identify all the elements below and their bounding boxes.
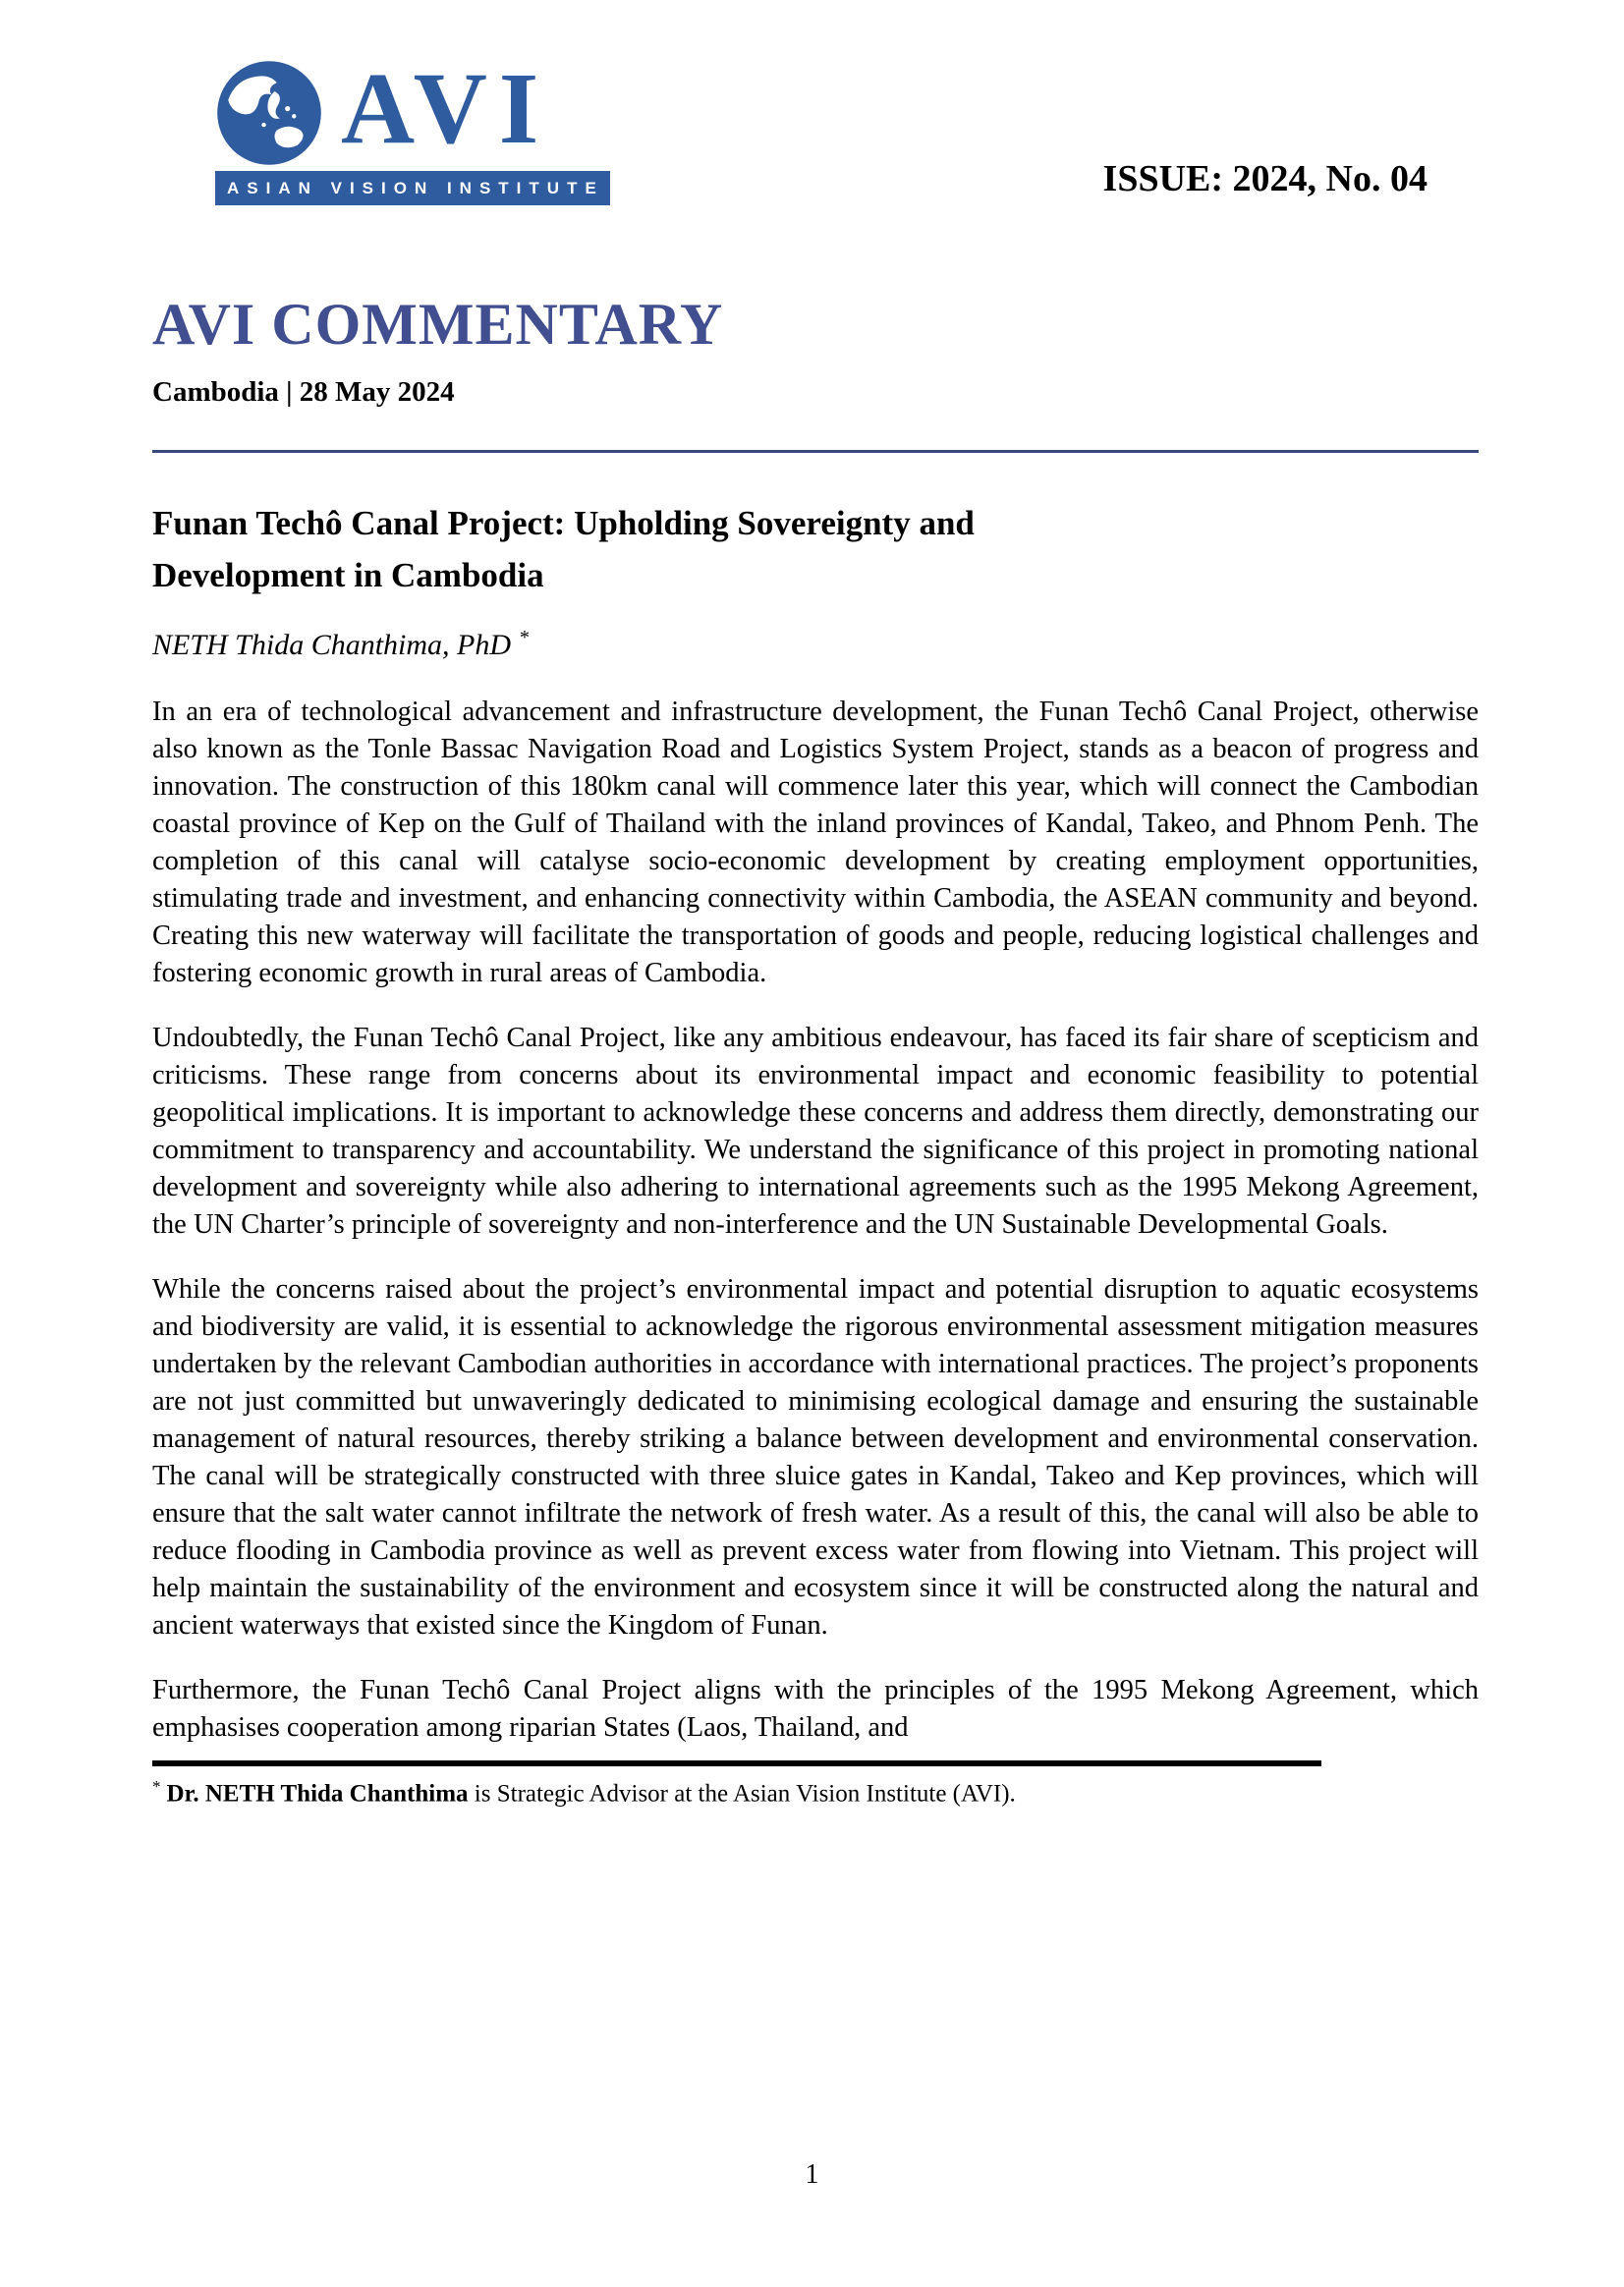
globe-asia-icon bbox=[215, 59, 323, 167]
footnote-author: Dr. NETH Thida Chanthima bbox=[166, 1780, 469, 1808]
article-title: Funan Techô Canal Project: Upholding Sovereignty and Development in Cambodia bbox=[152, 504, 975, 594]
issue-label: ISSUE: 2024, No. 04 bbox=[1102, 158, 1428, 199]
logo-acronym: AVI bbox=[341, 52, 551, 165]
logo-org-banner: ASIAN VISION INSTITUTE bbox=[215, 171, 610, 205]
article-paragraph: Undoubtedly, the Funan Techô Canal Project, like any ambitious endeavour, has faced its fair share of scepticism and criticisms. These range from concerns about its environmental impact and economic feasibility to potential geopolitical implications. It is important to acknowledge these concerns and address them directly, demonstrating our commitment to transparency and accountability. We understand the significance of this project in promoting national development and sovereignty while also adhering to international agreements such as the 1995 Mekong Agreement, the UN Charter’s principle of sovereignty and non-interference and the UN Sustainable Developmental Goals. bbox=[152, 1023, 1479, 1240]
avi-logo-mark bbox=[215, 52, 610, 167]
avi-logo bbox=[215, 52, 610, 205]
header-divider bbox=[152, 450, 1479, 453]
page-header bbox=[152, 52, 1479, 205]
article-paragraph: In an era of technological advancement and infrastructure development, the Funan Techô Canal Project, otherwise also known as the Tonle Bassac Navigation Road and Logistics System Project, stands as a beacon of progress and innovation. The construction of this 180km canal will commence later this year, which will connect the Cambodian coastal province of Kep on the Gulf of Thailand with the inland provinces of Kandal, Takeo, and Phnom Penh. The completion of this canal will catalyse socio-economic development by creating employment opportunities, stimulating trade and investment, and enhancing connectivity within Cambodia, the ASEAN community and beyond. Creating this new waterway will facilitate the transportation of goods and people, reducing logistical challenges and fostering economic growth in rural areas of Cambodia. bbox=[152, 697, 1479, 988]
author-line bbox=[152, 627, 1479, 662]
footnote-text: is Strategic Advisor at the Asian Vision Institute (AVI). bbox=[468, 1780, 1016, 1808]
article-body bbox=[152, 694, 1479, 1747]
dateline: Cambodia | 28 May 2024 bbox=[152, 376, 455, 408]
article-paragraph: Furthermore, the Funan Techô Canal Project aligns with the principles of the 1995 Mekong Agreement, which emphasises cooperation among riparian States (Laos, Thailand, and bbox=[152, 1675, 1479, 1743]
article-paragraph: While the concerns raised about the project’s environmental impact and potential disruption to aquatic ecosystems and biodiversity are valid, it is essential to acknowledge the rigorous environmental assessment mitigation measures undertaken by the relevant Cambodian authorities in accordance with international practices. The project’s proponents are not just committed but unwaveringly dedicated to minimising ecological damage and ensuring the sustainable management of natural resources, thereby striking a balance between development and environmental conservation. The canal will be strategically constructed with three sluice gates in Kandal, Takeo and Kep provinces, which will ensure that the salt water cannot infiltrate the network of fresh water. As a result of this, the canal will also be able to reduce flooding in Cambodia province as well as prevent excess water from flowing into Vietnam. This project will help maintain the sustainability of the environment and ecosystem since it will be constructed along the natural and ancient waterways that existed since the Kingdom of Funan. bbox=[152, 1274, 1479, 1641]
author-name: NETH Thida Chanthima, PhD bbox=[152, 629, 512, 661]
footnote-marker-ref: * bbox=[519, 627, 530, 648]
footnote bbox=[152, 1776, 1479, 1811]
footnote-marker: * bbox=[152, 1777, 161, 1796]
series-title: AVI COMMENTARY bbox=[152, 292, 724, 357]
page-number: 1 bbox=[805, 2159, 819, 2190]
footnote-divider bbox=[152, 1760, 1321, 1766]
